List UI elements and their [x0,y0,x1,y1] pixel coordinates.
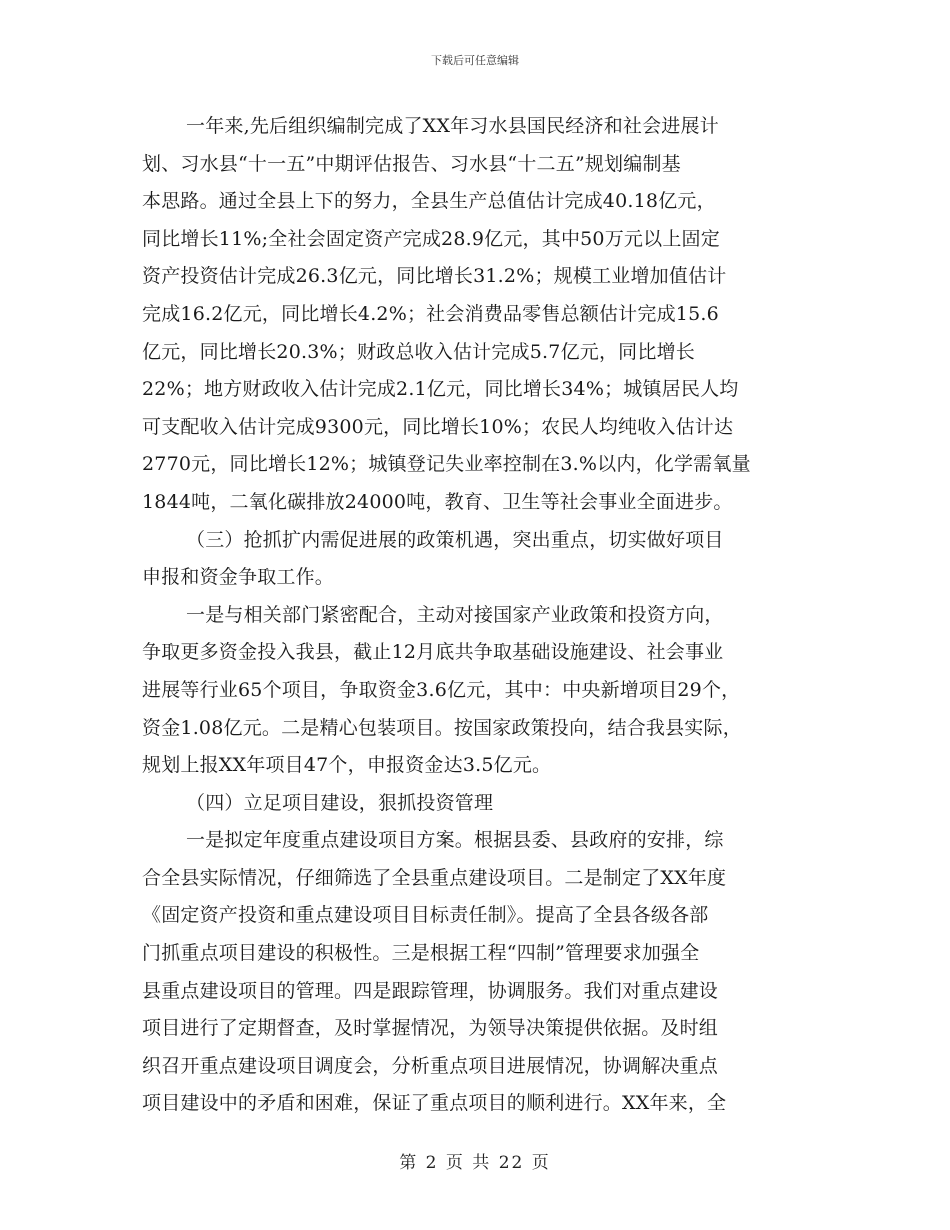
text-line: （三）抢抓扩内需促进展的政策机遇，突出重点，切实做好项目 [186,528,724,551]
body-text [142,108,810,1123]
text-line: 可支配收入估计完成9300元，同比增长10%；农民人均纯收入估计达 [142,415,734,438]
text-line: 亿元，同比增长20.3%；财政总收入估计完成5.7亿元，同比增长 [142,340,695,363]
text-line: 本思路。通过全县上下的努力，全县生产总值估计完成40.18亿元， [142,190,716,213]
text-line: 规划上报XX年项目47个，申报资金达3.5亿元。 [142,754,552,777]
text-line: （四）立足项目建设，狠抓投资管理 [186,791,494,814]
text-line: 项目进行了定期督查，及时掌握情况，为领导决策提供依据。及时组 [142,1017,719,1040]
text-line: 一是与相关部门紧密配合，主动对接国家产业政策和投资方向， [186,603,724,626]
text-line: 进展等行业65个项目，争取资金3.6亿元，其中：中央新增项目29个， [142,678,741,701]
page-footer: 第 2 页 共 22 页 [399,1153,551,1173]
page-header: 下载后可任意编辑 [431,54,519,67]
text-line: 一年来,先后组织编制完成了XX年习水县国民经济和社会进展计 [186,115,719,137]
text-line: 织召开重点建设项目调度会，分析重点项目进展情况，协调解决重点 [142,1054,719,1077]
text-line: 争取更多资金投入我县，截止12月底共争取基础设施建设、社会事业 [142,641,724,664]
text-line: 县重点建设项目的管理。四是跟踪管理，协调服务。我们对重点建设 [142,979,719,1002]
text-line: 资产投资估计完成26.3亿元，同比增长31.2%；规模工业增加值估计 [142,265,727,288]
text-line: 《固定资产投资和重点建设项目目标责任制》。提高了全县各级各部 [142,904,709,927]
text-line: 1844吨，二氧化碳排放24000吨，教育、卫生等社会事业全面进步。 [142,490,733,513]
text-line: 项目建设中的矛盾和困难，保证了重点项目的顺利进行。XX年来，全 [142,1092,727,1115]
text-line: 合全县实际情况，仔细筛选了全县重点建设项目。二是制定了XX年度 [142,866,727,889]
text-line: 2770元，同比增长12%；城镇登记失业率控制在3.%以内，化学需氧量 [142,453,751,476]
text-line: 资金1.08亿元。二是精心包装项目。按国家政策投向，结合我县实际， [142,716,742,739]
text-line: 划、习水县“十一五”中期评估报告、习水县“十二五”规划编制基 [142,152,681,175]
text-line: 门抓重点项目建设的积极性。三是根据工程“四制”管理要求加强全 [142,942,700,965]
text-line: 完成16.2亿元，同比增长4.2%；社会消费品零售总额估计完成15.6 [142,302,719,325]
text-line: 22%；地方财政收入估计完成2.1亿元，同比增长34%；城镇居民人均 [142,378,739,401]
text-line: 一是拟定年度重点建设项目方案。根据县委、县政府的安排，综 [186,829,724,852]
text-line: 申报和资金争取工作。 [142,566,335,589]
text-line: 同比增长11%;全社会固定资产完成28.9亿元，其中50万元以上固定 [142,227,720,250]
